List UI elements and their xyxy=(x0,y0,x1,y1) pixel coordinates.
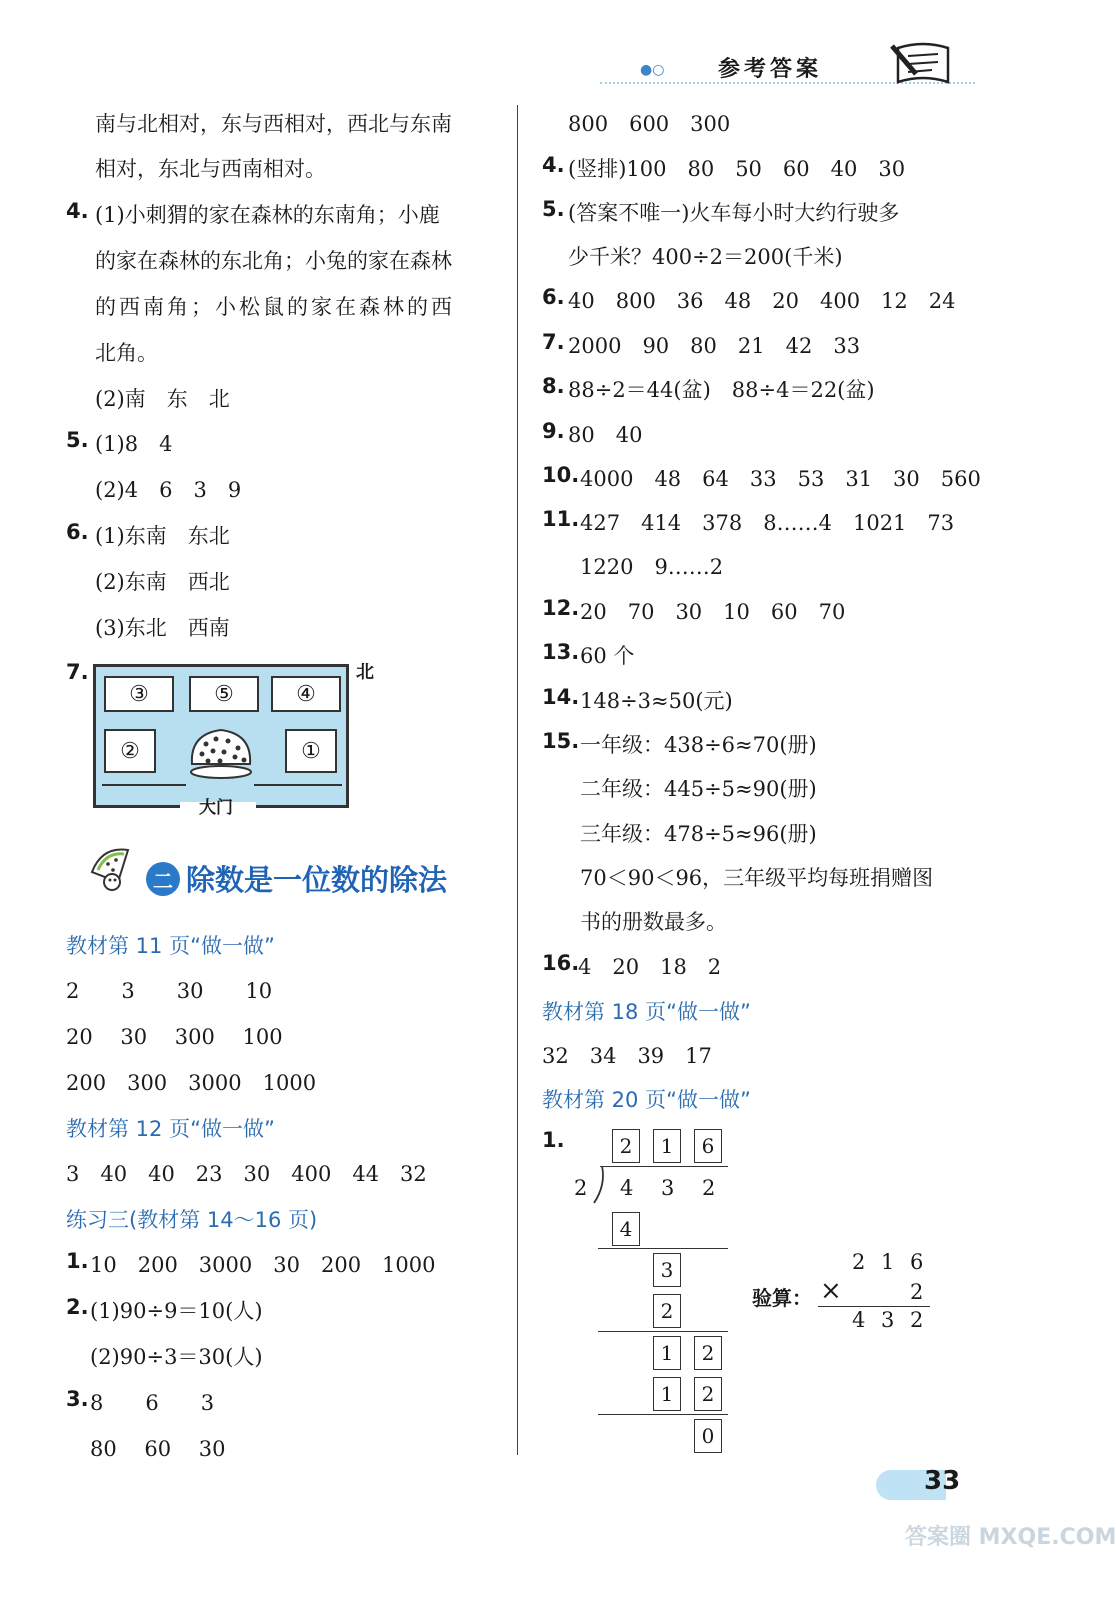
check-digit: 2 xyxy=(852,1250,866,1274)
map-north-label: 北 xyxy=(356,662,374,683)
answer-row: (答案不唯一)火车每小时大约行驶多 xyxy=(568,201,900,225)
answer-row: 10 200 3000 30 200 1000 xyxy=(90,1253,436,1277)
answer-row: 20 30 300 100 xyxy=(66,1025,283,1049)
section-number-badge xyxy=(146,862,180,896)
answer-row: 70＜90＜96，三年级平均每班捐赠图 xyxy=(580,866,934,890)
check-digit: 1 xyxy=(881,1250,895,1274)
question-number: 4. xyxy=(66,199,89,223)
map-gate-label: 大门 xyxy=(199,798,233,818)
divisor: 2 xyxy=(574,1176,588,1200)
text-line: (1)8 4 xyxy=(95,432,173,456)
quotient-digit: 1 xyxy=(653,1129,681,1163)
quotient-digit: 2 xyxy=(612,1129,640,1163)
text-line: 相对，东北与西南相对。 xyxy=(95,157,326,181)
column-divider xyxy=(517,105,518,1455)
answer-row: 二年级：445÷5≈90(册) xyxy=(580,777,817,801)
answer-row: 80 40 xyxy=(568,423,643,447)
division-step: 1 xyxy=(653,1377,681,1411)
answer-row: 2 3 30 10 xyxy=(66,979,273,1003)
multiply-sign: × xyxy=(820,1276,842,1306)
answer-row: 4000 48 64 33 53 31 30 560 xyxy=(580,467,981,491)
dividend-digit: 2 xyxy=(702,1176,716,1200)
section-title: 除数是一位数的除法 xyxy=(186,863,448,897)
division-step: 1 xyxy=(653,1336,681,1370)
subsection-heading: 教材第 12 页“做一做” xyxy=(66,1117,275,1141)
answer-row: 32 34 39 17 xyxy=(542,1044,712,1068)
page-number: 33 xyxy=(924,1466,961,1496)
text-line: (1)小刺猬的家在森林的东南角；小鹿 xyxy=(95,203,440,227)
division-line xyxy=(598,1331,728,1332)
dividend-digit: 4 xyxy=(620,1176,634,1200)
quotient-digit: 6 xyxy=(694,1129,722,1163)
division-step: 2 xyxy=(694,1377,722,1411)
answer-row: 80 60 30 xyxy=(90,1437,226,1461)
text-line: 的家在森林的东北角；小兔的家在森林 xyxy=(95,249,452,273)
question-number: 7. xyxy=(542,330,565,354)
map-room-4: ④ xyxy=(271,676,341,712)
division-step: 3 xyxy=(653,1253,681,1287)
division-bar xyxy=(600,1166,728,1167)
map-room-3: ③ xyxy=(104,676,174,712)
section-number: 二 xyxy=(153,868,173,893)
division-step: 4 xyxy=(612,1212,640,1246)
answer-row: 书的册数最多。 xyxy=(580,910,727,934)
answer-row: 148÷3≈50(元) xyxy=(580,689,733,713)
question-number: 15. xyxy=(542,729,580,753)
check-digit: 6 xyxy=(910,1250,924,1274)
question-number: 2. xyxy=(66,1295,89,1319)
division-remainder: 0 xyxy=(694,1419,722,1453)
answer-row: 20 70 30 10 60 70 xyxy=(580,600,846,624)
check-digit: 3 xyxy=(881,1308,895,1332)
answer-row: 88÷2＝44(盆) 88÷4＝22(盆) xyxy=(568,378,875,402)
question-number: 9. xyxy=(542,419,565,443)
map-gate-wall-left xyxy=(102,784,186,786)
question-number: 6. xyxy=(66,520,89,544)
division-bracket xyxy=(590,1165,606,1205)
question-number: 10. xyxy=(542,463,580,487)
header-dots: ●○ xyxy=(640,62,665,78)
answer-row: 4 20 18 2 xyxy=(578,955,722,979)
question-number: 1. xyxy=(66,1249,89,1273)
question-number: 7. xyxy=(66,660,89,684)
text-line: (2)南 东 北 xyxy=(95,387,230,411)
map-gate-wall-right xyxy=(254,784,342,786)
answer-row: 427 414 378 8……4 1021 73 xyxy=(580,511,955,535)
watermelon-mascot-icon xyxy=(88,842,148,892)
answer-row: (竖排)100 80 50 60 40 30 xyxy=(568,157,906,181)
flower-bed-icon xyxy=(186,724,256,780)
header-title: 参考答案 xyxy=(718,57,823,82)
answer-row: 三年级：478÷5≈96(册) xyxy=(580,822,817,846)
text-line: (3)东北 西南 xyxy=(95,616,230,640)
answer-row: 1220 9……2 xyxy=(580,555,724,579)
map-room-2: ② xyxy=(104,729,156,773)
answer-row: 40 800 36 48 20 400 12 24 xyxy=(568,289,956,313)
check-digit: 4 xyxy=(852,1308,866,1332)
question-number: 12. xyxy=(542,596,580,620)
map-room-1: ① xyxy=(285,729,337,773)
answer-row: 200 300 3000 1000 xyxy=(66,1071,317,1095)
subsection-heading: 教材第 20 页“做一做” xyxy=(542,1088,751,1112)
answer-row: (1)90÷9＝10(人) xyxy=(90,1299,263,1323)
subsection-heading: 教材第 18 页“做一做” xyxy=(542,1000,751,1024)
check-line xyxy=(818,1306,930,1307)
map-room-5: ⑤ xyxy=(189,676,259,712)
dividend-digit: 3 xyxy=(661,1176,675,1200)
answer-row: 2000 90 80 21 42 33 xyxy=(568,334,861,358)
division-line xyxy=(598,1248,728,1249)
subsection-heading: 练习三(教材第 14～16 页) xyxy=(66,1208,318,1232)
text-line: 的西南角；小松鼠的家在森林的西 xyxy=(95,295,455,319)
text-line: (2)东南 西北 xyxy=(95,570,230,594)
question-number: 6. xyxy=(542,285,565,309)
question-number: 14. xyxy=(542,685,580,709)
notebook-pen-icon xyxy=(888,40,958,90)
text-line: 南与北相对，东与西相对，西北与东南 xyxy=(95,112,452,136)
subsection-heading: 教材第 11 页“做一做” xyxy=(66,934,275,958)
check-digit: 2 xyxy=(910,1280,924,1304)
division-line xyxy=(598,1414,728,1415)
question-number: 1. xyxy=(542,1128,565,1152)
answer-row: 少千米？400÷2＝200(千米) xyxy=(568,245,843,269)
division-step: 2 xyxy=(694,1336,722,1370)
text-line: 北角。 xyxy=(95,341,158,365)
question-number: 3. xyxy=(66,1387,89,1411)
answer-row: 一年级：438÷6≈70(册) xyxy=(580,733,817,757)
answer-row: (2)90÷3＝30(人) xyxy=(90,1345,263,1369)
question-number: 4. xyxy=(542,153,565,177)
answer-row: 60 个 xyxy=(580,644,635,668)
division-step: 2 xyxy=(653,1294,681,1328)
answer-row: 3 40 40 23 30 400 44 32 xyxy=(66,1162,427,1186)
text-line: (2)4 6 3 9 xyxy=(95,478,242,502)
check-label: 验算： xyxy=(752,1286,812,1310)
watermark: 答案圈 MXQE.COM xyxy=(905,1525,1116,1550)
check-digit: 2 xyxy=(910,1308,924,1332)
text-line: (1)东南 东北 xyxy=(95,524,230,548)
question-number: 16. xyxy=(542,951,580,975)
question-number: 5. xyxy=(66,428,89,452)
answer-row: 8 6 3 xyxy=(90,1391,215,1415)
question-number: 11. xyxy=(542,507,580,531)
question-number: 13. xyxy=(542,640,580,664)
question-number: 8. xyxy=(542,374,565,398)
answer-row: 800 600 300 xyxy=(568,112,731,136)
question-number: 5. xyxy=(542,197,565,221)
